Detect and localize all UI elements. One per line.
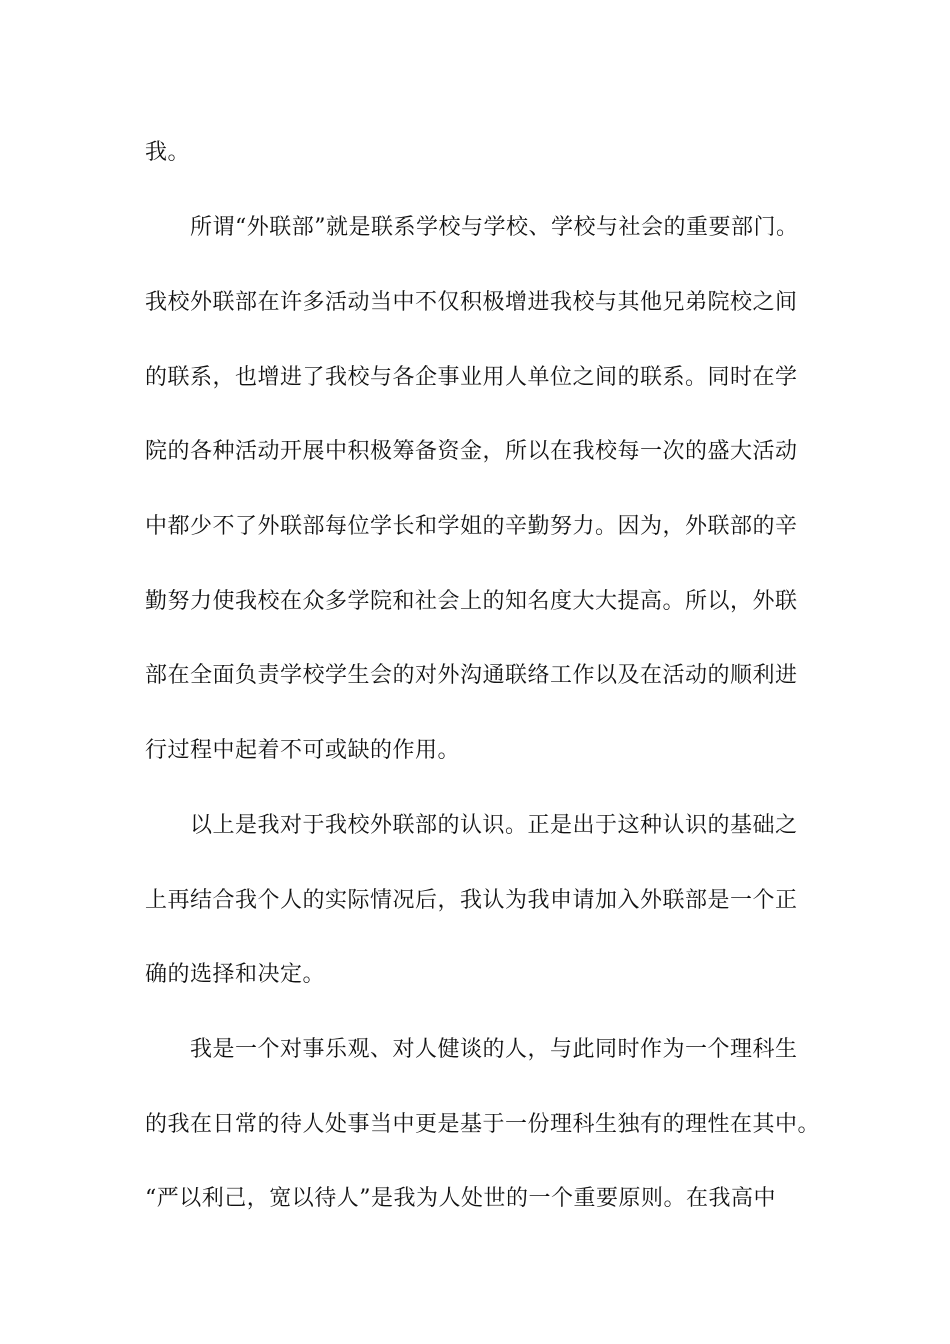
paragraph-start-line: 所谓“外联部”就是联系学校与学校、学校与社会的重要部门。 <box>190 215 799 240</box>
text-line: 我。 <box>145 140 191 165</box>
text-line: 上再结合我个人的实际情况后，我认为我申请加入外联部是一个正 <box>145 888 798 913</box>
text-line: “严以利己，宽以待人”是我为人处世的一个重要原则。在我高中 <box>145 1186 776 1211</box>
text-line: 勤努力使我校在众多学院和社会上的知名度大大提高。所以，外联 <box>145 589 798 614</box>
text-line: 部在全面负责学校学生会的对外沟通联络工作以及在活动的顺利进 <box>145 663 798 688</box>
paragraph-start-line: 我是一个对事乐观、对人健谈的人，与此同时作为一个理科生 <box>190 1037 798 1062</box>
text-line: 中都少不了外联部每位学长和学姐的辛勤努力。因为，外联部的辛 <box>145 514 798 539</box>
text-line: 行过程中起着不可或缺的作用。 <box>145 738 461 763</box>
text-line: 的联系，也增进了我校与各企事业用人单位之间的联系。同时在学 <box>145 365 798 390</box>
text-line: 院的各种活动开展中积极筹备资金，所以在我校每一次的盛大活动 <box>145 439 798 464</box>
paragraph-start-line: 以上是我对于我校外联部的认识。正是出于这种认识的基础之 <box>190 813 798 838</box>
text-line: 我校外联部在许多活动当中不仅积极增进我校与其他兄弟院校之间 <box>145 290 798 315</box>
text-line: 确的选择和决定。 <box>145 962 326 987</box>
text-line: 的我在日常的待人处事当中更是基于一份理科生独有的理性在其中。 <box>145 1112 821 1137</box>
